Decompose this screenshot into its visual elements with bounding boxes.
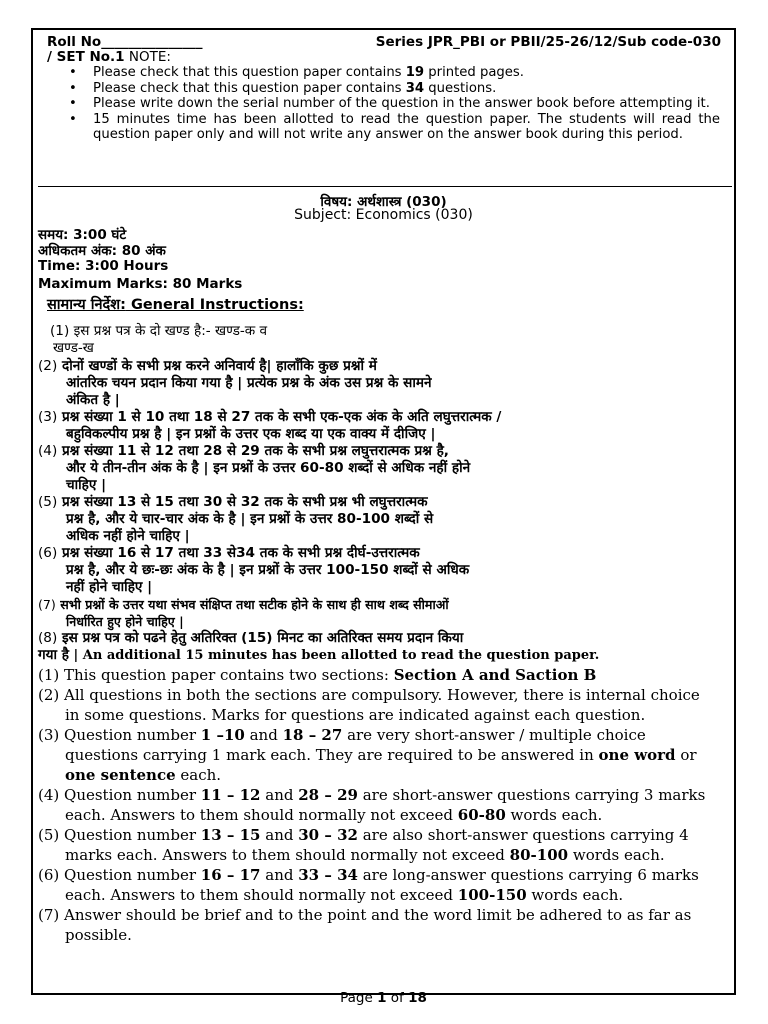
page-number: 1 — [377, 990, 387, 1006]
emphasis-text: 16 – 17 — [200, 866, 261, 884]
instruction-text: each. Answers to them should normally not exceed — [65, 806, 458, 824]
english-instruction-4 — [38, 785, 722, 825]
instruction-line — [38, 825, 722, 845]
emphasis-text: one sentence — [65, 766, 176, 784]
time-hindi: समय: 3:00 घंटे — [38, 227, 127, 243]
instruction-text: and — [244, 726, 283, 744]
emphasis-text: 33 – 34 — [298, 866, 358, 884]
instruction-text: in some questions. Marks for questions are indicated against each question. — [65, 706, 646, 724]
instruction-text: words each. — [526, 886, 624, 904]
instruction-text: each. Answers to them should normally not exceed — [65, 886, 458, 904]
set-number — [47, 49, 171, 65]
emphasis-text: 28 – 29 — [298, 786, 358, 804]
english-instruction-7 — [38, 905, 722, 945]
instruction-text: are short-answer questions carrying 3 marks — [357, 786, 706, 804]
roll-number: Roll No_______________ — [47, 34, 203, 50]
instruction-line — [38, 725, 722, 745]
subject-hindi: विषय: अर्थशास्त्र (030) — [320, 194, 447, 210]
additional-time-note: | An additional 15 minutes has been allotted to read the question paper. — [69, 648, 600, 663]
emphasis-text: 60-80 — [457, 806, 506, 824]
english-instruction-3 — [38, 725, 722, 785]
notes-list — [93, 65, 720, 143]
hindi-instruction-8: (8) इस प्रश्न पत्र को पढने हेतु अतिरिक्त (15) मिनट का अतिरिक्त समय प्रदान किया गया है | An additional 15 minutes has been allotted to read the question paper. — [38, 630, 600, 663]
english-instructions — [38, 665, 722, 945]
emphasis-text: 11 – 12 — [200, 786, 261, 804]
instruction-line — [38, 865, 722, 885]
emphasis-text: 18 – 27 — [282, 726, 343, 744]
hindi-instruction-2: (2) दोनों खण्डों के सभी प्रश्न करने अनिवार्य है| हालाँकि कुछ प्रश्नों में आंतरिक चयन प्रदान किया गया है | प्रत्येक प्रश्न के अंक उस प्रश्न के सामने अंकित है | — [38, 358, 432, 408]
instruction-text: (6) Question number — [38, 866, 201, 884]
instruction-text: marks each. Answers to them should normally not exceed — [65, 846, 510, 864]
hindi-instruction-5: (5) प्रश्न संख्या 13 से 15 तथा 30 से 32 तक के सभी प्रश्न भी लघुत्तरात्मक प्रश्न है, और ये चार-चार अंक के है | इन प्रश्नों के उत्तर 80-100 शब्दों से अधिक नहीं होने चाहिए | — [38, 494, 434, 544]
emphasis-text: 80-100 — [509, 846, 569, 864]
instruction-line — [38, 925, 722, 945]
instruction-text: (2) All questions in both the sections are compulsory. However, there is internal choice — [38, 686, 700, 704]
instruction-text: and — [260, 826, 299, 844]
emphasis-text: 13 – 15 — [200, 826, 261, 844]
max-marks-hindi: अधिकतम अंक: 80 अंक — [38, 243, 166, 259]
instruction-line — [38, 785, 722, 805]
note-item: • 15 minutes time has been allotted to read the question paper. The students will read the question paper only and will not write any answer on the answer book during this period. — [93, 112, 720, 143]
instruction-text: and — [260, 866, 299, 884]
emphasis-text: one word — [598, 746, 676, 764]
instruction-text: (5) Question number — [38, 826, 201, 844]
emphasis-text: 1 –10 — [200, 726, 245, 744]
instruction-text: (1) This question paper contains two sections: — [38, 666, 394, 684]
instruction-line — [38, 745, 722, 765]
english-instruction-2 — [38, 685, 722, 725]
instruction-text: or — [675, 746, 697, 764]
instruction-text: questions carrying 1 mark each. They are required to be answered in — [65, 746, 599, 764]
set-prefix: / SET No.1 — [47, 49, 125, 65]
instruction-text: each. — [175, 766, 222, 784]
instruction-text: are very short-answer / multiple choice — [342, 726, 646, 744]
hindi-instruction-6: (6) प्रश्न संख्या 16 से 17 तथा 33 से34 तक के सभी प्रश्न दीर्घ-उत्तरात्मक प्रश्न है, और ये छः-छः अंक के है | इन प्रश्नों के उत्तर 100-150 शब्दों से अधिक नहीं होने चाहिए | — [38, 545, 470, 595]
english-instruction-5 — [38, 825, 722, 865]
emphasis-text: 30 – 32 — [298, 826, 358, 844]
instruction-line — [38, 665, 722, 685]
max-marks-english: Maximum Marks: 80 Marks — [38, 276, 243, 292]
instruction-text: and — [260, 786, 299, 804]
hindi-instruction-4: (4) प्रश्न संख्या 11 से 12 तथा 28 से 29 तक के सभी प्रश्न लघुत्तरात्मक प्रश्न है, और ये तीन-तीन अंक के है | इन प्रश्नों के उत्तर 60-80 शब्दों से अधिक नहीं होने चाहिए | — [38, 443, 471, 493]
note-item: • Please check that this question paper contains 34 questions. — [93, 81, 720, 97]
series-code: Series JPR_PBI or PBII/25-26/12/Sub code-030 — [375, 34, 721, 50]
instruction-line — [38, 805, 722, 825]
emphasis-text: 100-150 — [457, 886, 527, 904]
hindi-instruction-3: (3) प्रश्न संख्या 1 से 10 तथा 18 से 27 तक के सभी एक-एक अंक के अति लघुत्तरात्मक / बहुविकल्पीय प्रश्न है | इन प्रश्नों के उत्तर एक शब्द या एक वाक्य में दीजिए | — [38, 409, 502, 442]
instruction-text: words each. — [505, 806, 603, 824]
hindi-instruction-1: (1) इस प्रश्न पत्र के दो खण्ड है:- खण्ड-क व खण्ड-ख — [50, 323, 268, 356]
note-label: NOTE: — [124, 49, 171, 65]
instruction-line — [38, 885, 722, 905]
subject-english: Subject: Economics (030) — [294, 207, 473, 223]
note-item: • Please write down the serial number of the question in the answer book before attempting it. — [93, 96, 720, 112]
instruction-text: are also short-answer questions carrying 4 — [357, 826, 689, 844]
general-instructions-heading: सामान्य निर्देश: General Instructions: — [47, 297, 304, 313]
instruction-text: words each. — [568, 846, 665, 864]
instruction-text: (7) Answer should be brief and to the point and the word limit be adhered to as far as — [38, 906, 692, 924]
page-total: 18 — [408, 990, 427, 1006]
english-instruction-6 — [38, 865, 722, 905]
instruction-line — [38, 845, 722, 865]
divider — [38, 186, 732, 187]
note-item: • Please check that this question paper contains 19 printed pages. — [93, 65, 720, 81]
instruction-line — [38, 765, 722, 785]
hindi-instruction-7: (7) सभी प्रश्नों के उत्तर यथा संभव संक्षिप्त तथा सटीक होने के साथ ही साथ शब्द सीमाओं निर्धारित हुए होने चाहिए | — [38, 597, 449, 629]
instruction-text: (3) Question number — [38, 726, 201, 744]
time-english: Time: 3:00 Hours — [38, 258, 169, 274]
instruction-line — [38, 705, 722, 725]
page-footer: Page 1 of 18 — [340, 990, 427, 1006]
instruction-text: (4) Question number — [38, 786, 201, 804]
english-instruction-1 — [38, 665, 722, 685]
instruction-line — [38, 905, 722, 925]
instruction-text: possible. — [65, 926, 132, 944]
instruction-line — [38, 685, 722, 705]
emphasis-text: Section A and Saction B — [393, 666, 597, 684]
instruction-text: are long-answer questions carrying 6 marks — [357, 866, 699, 884]
